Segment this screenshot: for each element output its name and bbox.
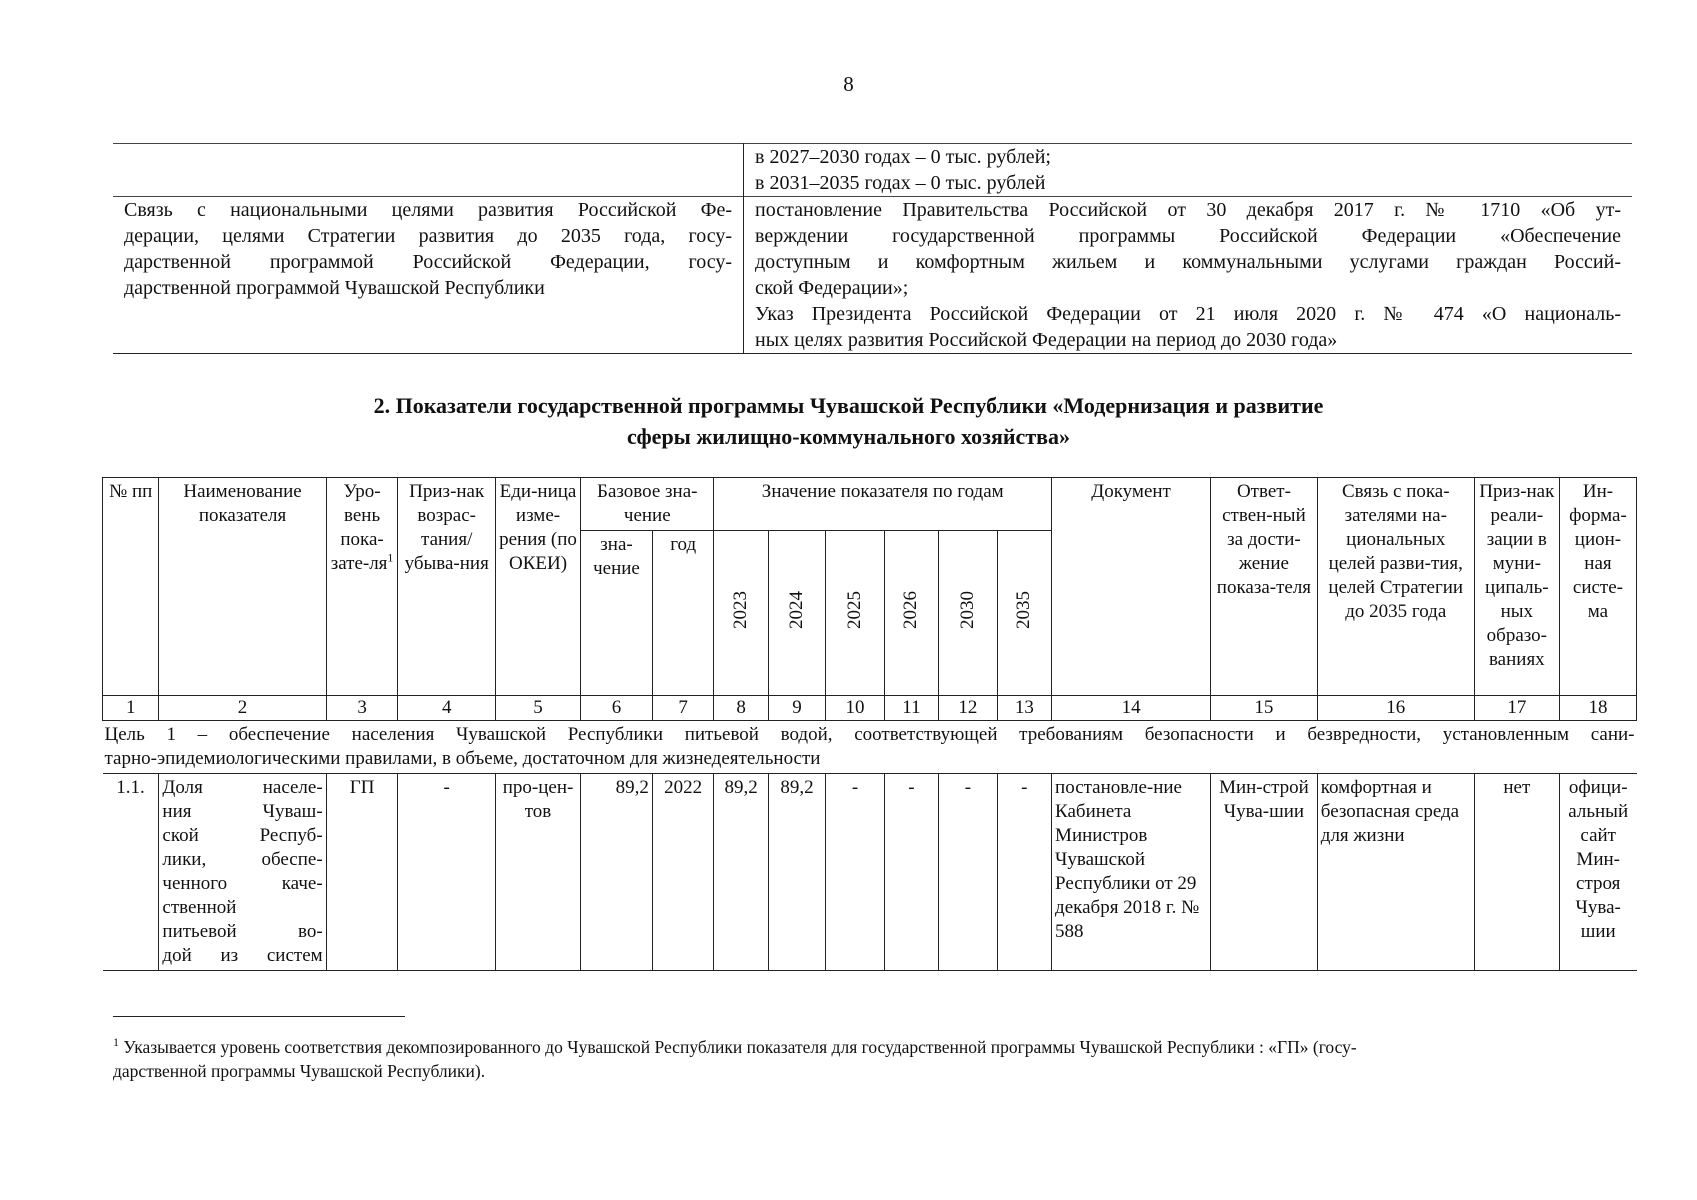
col-num-17: 17 bbox=[1474, 696, 1559, 721]
footnote-ref: 1 bbox=[387, 550, 394, 565]
col-num-5: 5 bbox=[495, 696, 580, 721]
row-value-2025: - bbox=[826, 774, 884, 971]
header-years-group: Значение показателя по годам bbox=[714, 478, 1052, 531]
row-info-system: офици-альный сайт Мин-строя Чува-шии bbox=[1559, 774, 1636, 971]
row-municipal: нет bbox=[1474, 774, 1559, 971]
financing-row bbox=[113, 144, 1632, 197]
col-num-8: 8 bbox=[714, 696, 768, 721]
col-num-7: 7 bbox=[652, 696, 714, 721]
header-year-2030: 2030 bbox=[939, 531, 997, 696]
col-num-2: 2 bbox=[159, 696, 326, 721]
header-level: Уро-вень пока-$зате-ля^1$ bbox=[326, 478, 398, 696]
column-number-row bbox=[103, 696, 1637, 721]
header-name: Наименование показателя bbox=[159, 478, 326, 696]
header-year-2025: 2025 bbox=[826, 531, 884, 696]
row-base-value: 89,2 bbox=[581, 774, 653, 971]
row-value-2023: 89,2 bbox=[714, 774, 768, 971]
row-unit: про-цен-тов bbox=[495, 774, 580, 971]
header-trend: Приз-нак возрас-тания/ убыва-ния bbox=[398, 478, 495, 696]
header-unit: Еди-ница изме-рения (по ОКЕИ) bbox=[495, 478, 580, 696]
goals-link-row bbox=[113, 197, 1632, 354]
financing-line-2: в 2031–2035 годах – 0 тыс. рублей bbox=[755, 172, 1046, 194]
row-responsible: Мин-строй Чува-шии bbox=[1211, 774, 1318, 971]
goal-row bbox=[103, 721, 1637, 774]
col-num-18: 18 bbox=[1559, 696, 1636, 721]
page-number: 8 bbox=[843, 72, 854, 96]
passport-table bbox=[113, 143, 1632, 354]
footnote: $^1$ Указывается уровень соответствия декомпозированного до Чувашской Республики показателя для государственной программы Чувашской Республики : «ГП» (госу- дарственной программы Чувашской Республики). bbox=[113, 1035, 1357, 1081]
financing-line-1: в 2027–2030 годах – 0 тыс. рублей; bbox=[755, 146, 1051, 168]
col-num-3: 3 bbox=[326, 696, 398, 721]
row-trend: - bbox=[398, 774, 495, 971]
header-year-2035: 2035 bbox=[997, 531, 1051, 696]
header-year-2023: 2023 bbox=[714, 531, 768, 696]
header-base-year: год bbox=[652, 531, 714, 696]
col-num-10: 10 bbox=[826, 696, 884, 721]
footnote-mark: 1 bbox=[113, 1035, 119, 1049]
financing-label-cell bbox=[113, 144, 744, 197]
header-municipal: Приз-нак реали-зации в муни-ципаль-ных образо-ваниях bbox=[1474, 478, 1559, 696]
financing-value-cell bbox=[744, 144, 1633, 197]
col-num-1: 1 bbox=[103, 696, 159, 721]
header-row-1 bbox=[103, 478, 1637, 531]
col-num-15: 15 bbox=[1211, 696, 1318, 721]
indicators-table bbox=[102, 477, 1637, 971]
row-document: постановле-ние Кабинета Министров Чувашской Республики от 29 декабря 2018 г. № 588 bbox=[1052, 774, 1211, 971]
footnote-separator bbox=[113, 1016, 405, 1017]
goal-text: Цель 1 – обеспечение населения Чувашской Республики питьевой водой, соответствующей требованиям безопасности и безвредности, установленным сани- тарно-эпидемиологическими правилами, в объеме, достаточном для жизнедеятельности bbox=[103, 721, 1637, 774]
row-link: комфортная и безопасная среда для жизни bbox=[1317, 774, 1474, 971]
header-base-group: Базовое зна-чение bbox=[581, 478, 714, 531]
section-title: 2. Показатели государственной программы Чувашской Республики «Модернизация и развитие сферы жилищно-коммунального хозяйства» bbox=[373, 393, 1324, 449]
table-row bbox=[103, 774, 1637, 971]
col-num-14: 14 bbox=[1052, 696, 1211, 721]
col-num-4: 4 bbox=[398, 696, 495, 721]
row-value-2030: - bbox=[939, 774, 997, 971]
goals-link-value: постановление Правительства Российской от 30 декабря 2017 г. № 1710 «Об ут- верждении государственной программы Российской Федерации «Обеспечение доступным и комфортным жильем и коммунальными услугами граждан Россий- ской Федерации»; Указ Президента Российской Федерации от 21 июля 2020 г. № 474 «О националь- ных целях развития Российской Федерации на период до 2030 года» bbox=[744, 197, 1633, 354]
row-value-2024: 89,2 bbox=[768, 774, 825, 971]
header-responsible: Ответ-ствен-ный за дости-жение показа-теля bbox=[1211, 478, 1318, 696]
row-base-year: 2022 bbox=[652, 774, 714, 971]
col-num-13: 13 bbox=[997, 696, 1051, 721]
row-level: ГП bbox=[326, 774, 398, 971]
row-value-2026: - bbox=[884, 774, 938, 971]
header-year-2026: 2026 bbox=[884, 531, 938, 696]
goals-link-label: Связь с национальными целями развития Российской Фе- дерации, целями Стратегии развития до 2035 года, госу- дарственной программой Российской Федерации, госу- дарственной программой Чувашской Республики bbox=[113, 197, 744, 354]
row-name: Доля населе- ния Чуваш- ской Респуб- лики, обеспе- ченного каче- ственной питьевой во- дой из систем bbox=[159, 774, 326, 971]
col-num-11: 11 bbox=[884, 696, 938, 721]
header-year-2024: 2024 bbox=[768, 531, 825, 696]
header-info-system: Ин-форма-цион-ная систе-ма bbox=[1559, 478, 1636, 696]
header-document: Документ bbox=[1052, 478, 1211, 696]
header-link: Связь с пока-зателями на-циональных целей разви-тия, целей Стратегии до 2035 года bbox=[1317, 478, 1474, 696]
col-num-12: 12 bbox=[939, 696, 997, 721]
col-num-16: 16 bbox=[1317, 696, 1474, 721]
header-base-value: зна-чение bbox=[581, 531, 653, 696]
col-num-9: 9 bbox=[768, 696, 825, 721]
header-num: № пп bbox=[103, 478, 159, 696]
row-value-2035: - bbox=[997, 774, 1051, 971]
row-num: 1.1. bbox=[103, 774, 159, 971]
col-num-6: 6 bbox=[581, 696, 653, 721]
